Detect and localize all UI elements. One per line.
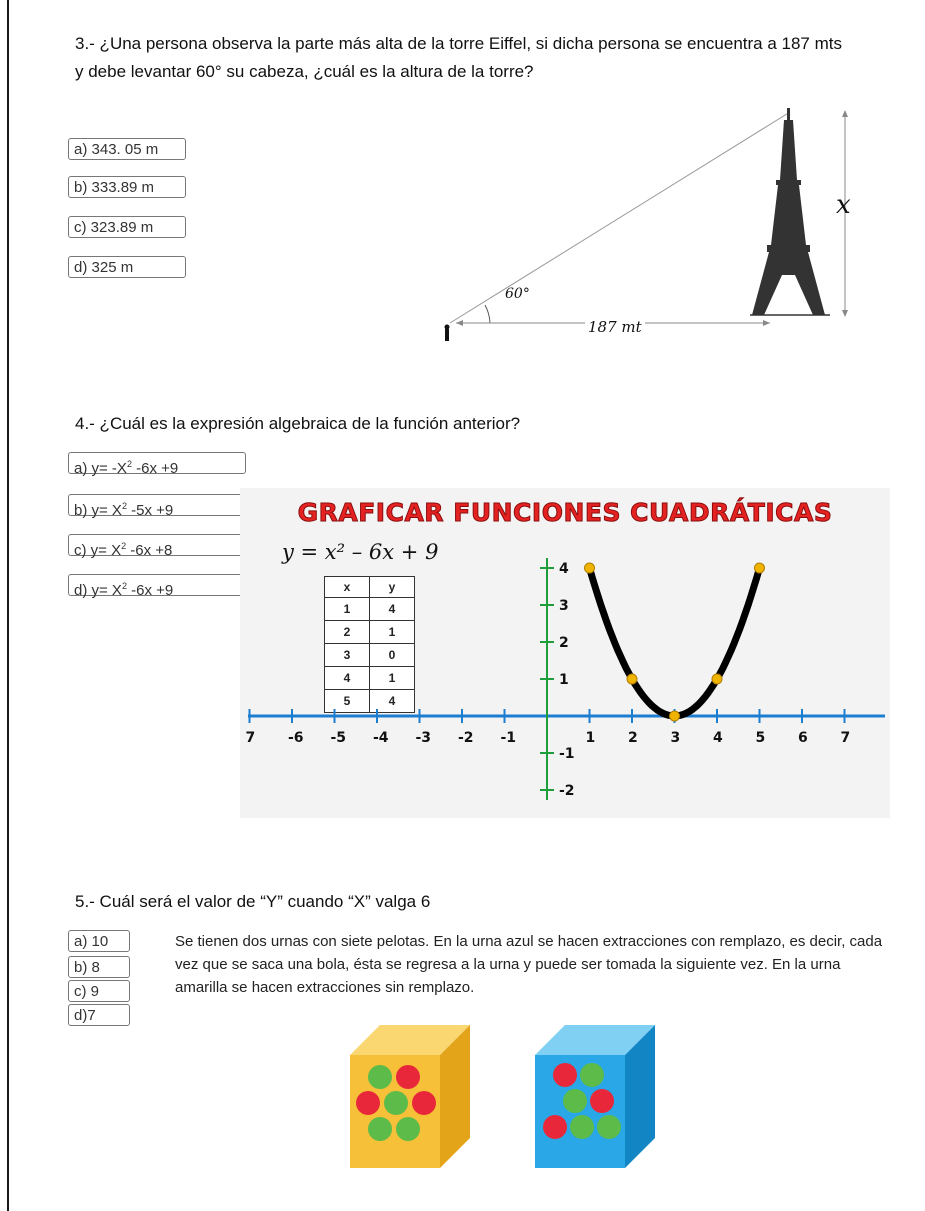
table-cell: 1 [370, 621, 415, 644]
quadratic-graph-panel [240, 488, 890, 818]
urns-description: Se tienen dos urnas con siete pelotas. En la urna azul se hacen extracciones con remplazo, es decir, cada vez que se saca una bola, ésta se regresa a la urna y puede ser tomada la siguiente vez. En la urna amarilla se hacen extracciones sin remplazo. [175, 933, 883, 996]
table-cell: 4 [370, 598, 415, 621]
x-tick-label: 7 [840, 730, 851, 746]
angle-label: 60° [505, 286, 530, 302]
table-cell: 4 [370, 690, 415, 713]
data-point [712, 674, 722, 684]
graph-title: GRAFICAR FUNCIONES CUADRÁTICAS [297, 498, 833, 527]
data-point [670, 711, 680, 721]
x-tick-label: 6 [798, 730, 808, 746]
blue-urn [535, 1025, 655, 1168]
x-tick-label: 7 [245, 730, 256, 746]
x-tick-label: -6 [288, 730, 304, 746]
question-4-text: 4.- ¿Cuál es la expresión algebraica de la función anterior? [75, 414, 521, 433]
red-ball [396, 1065, 420, 1089]
eiffel-diagram [430, 100, 870, 360]
table-cell: 1 [370, 667, 415, 690]
q3-option-c[interactable]: c) 323.89 m [68, 216, 186, 238]
y-tick-label: 4 [559, 561, 569, 577]
green-ball [570, 1115, 594, 1139]
q4-option-c[interactable] [68, 534, 246, 559]
table-header-y: y [370, 577, 415, 598]
green-ball [597, 1115, 621, 1139]
table-cell: 2 [325, 621, 370, 644]
question-3-line-1: 3.- ¿Una persona observa la parte más alta de la torre Eiffel, si dicha persona se encuentra a 187 mts [75, 34, 842, 53]
angle-arc [485, 305, 490, 323]
green-ball [580, 1063, 604, 1087]
x-tick-label: 3 [670, 730, 681, 746]
table-cell: 1 [325, 598, 370, 621]
eiffel-tower-icon [752, 108, 825, 315]
x-tick-label: 2 [628, 730, 638, 746]
table-cell: 5 [325, 690, 370, 713]
q4-c-exp: 2 [121, 541, 127, 551]
sight-line [450, 112, 790, 323]
graph-equation: y = x² – 6x + 9 [282, 540, 439, 564]
x-tick-label: -1 [500, 730, 517, 746]
q4-d-suffix: -6x +9 [126, 582, 174, 599]
person-icon [445, 325, 450, 342]
table-header-x: x [325, 577, 370, 598]
q4-a-suffix: -6x +9 [131, 460, 179, 477]
green-ball [368, 1117, 392, 1141]
y-tick-label: -1 [559, 746, 575, 762]
x-tick-label: -3 [415, 730, 432, 746]
data-point [755, 563, 765, 573]
red-ball [553, 1063, 577, 1087]
table-cell: 4 [325, 667, 370, 690]
x-tick-label: 1 [585, 730, 596, 746]
x-tick-label: 4 [713, 730, 723, 746]
q5-option-d[interactable]: d)7 [68, 1004, 130, 1026]
table-cell: 3 [325, 644, 370, 667]
q4-option-b[interactable] [68, 494, 246, 519]
height-label: x [836, 190, 851, 220]
q4-b-prefix: b) y= X [74, 502, 122, 519]
yellow-urn [350, 1025, 470, 1168]
question-5-text: 5.- Cuál será el valor de “Y” cuando “X” valga 6 [75, 892, 431, 911]
x-tick-label: -2 [458, 730, 474, 746]
parabola-curve [590, 568, 760, 716]
distance-label: 187 mt [585, 318, 645, 336]
question-3-line-2: y debe levantar 60° su cabeza, ¿cuál es la altura de la torre? [75, 62, 534, 81]
x-tick-label: 5 [755, 730, 766, 746]
q4-d-exp: 2 [121, 581, 127, 591]
red-ball [412, 1091, 436, 1115]
green-ball [563, 1089, 587, 1113]
y-tick-label: -2 [559, 783, 575, 799]
q5-option-b[interactable]: b) 8 [68, 956, 130, 978]
q4-c-suffix: -6x +8 [126, 542, 173, 559]
q3-option-b[interactable]: b) 333.89 m [68, 176, 186, 198]
quadratic-chart [240, 488, 890, 818]
red-ball [543, 1115, 567, 1139]
q4-a-prefix: a) y= -X [74, 460, 127, 477]
q5-option-c[interactable]: c) 9 [68, 980, 130, 1002]
q4-d-prefix: d) y= X [74, 582, 122, 599]
q4-option-a[interactable] [68, 452, 246, 477]
green-ball [384, 1091, 408, 1115]
x-tick-label: -5 [330, 730, 347, 746]
urns-figure [340, 1020, 660, 1170]
q4-option-d[interactable] [68, 574, 246, 599]
green-ball [368, 1065, 392, 1089]
q4-b-exp: 2 [121, 501, 127, 511]
y-tick-label: 2 [559, 635, 569, 651]
data-point [627, 674, 637, 684]
red-ball [590, 1089, 614, 1113]
data-point [585, 563, 595, 573]
q4-b-suffix: -5x +9 [126, 502, 174, 519]
q3-option-a[interactable]: a) 343. 05 m [68, 138, 186, 160]
red-ball [356, 1091, 380, 1115]
y-tick-label: 3 [559, 598, 569, 614]
q4-a-exp: 2 [126, 459, 132, 469]
q5-option-a[interactable]: a) 10 [68, 930, 130, 952]
green-ball [396, 1117, 420, 1141]
x-tick-label: -4 [373, 730, 389, 746]
y-tick-label: 1 [559, 672, 569, 688]
page-border [7, 0, 9, 1211]
q3-option-d[interactable]: d) 325 m [68, 256, 186, 278]
q4-c-prefix: c) y= X [74, 542, 122, 559]
table-cell: 0 [370, 644, 415, 667]
